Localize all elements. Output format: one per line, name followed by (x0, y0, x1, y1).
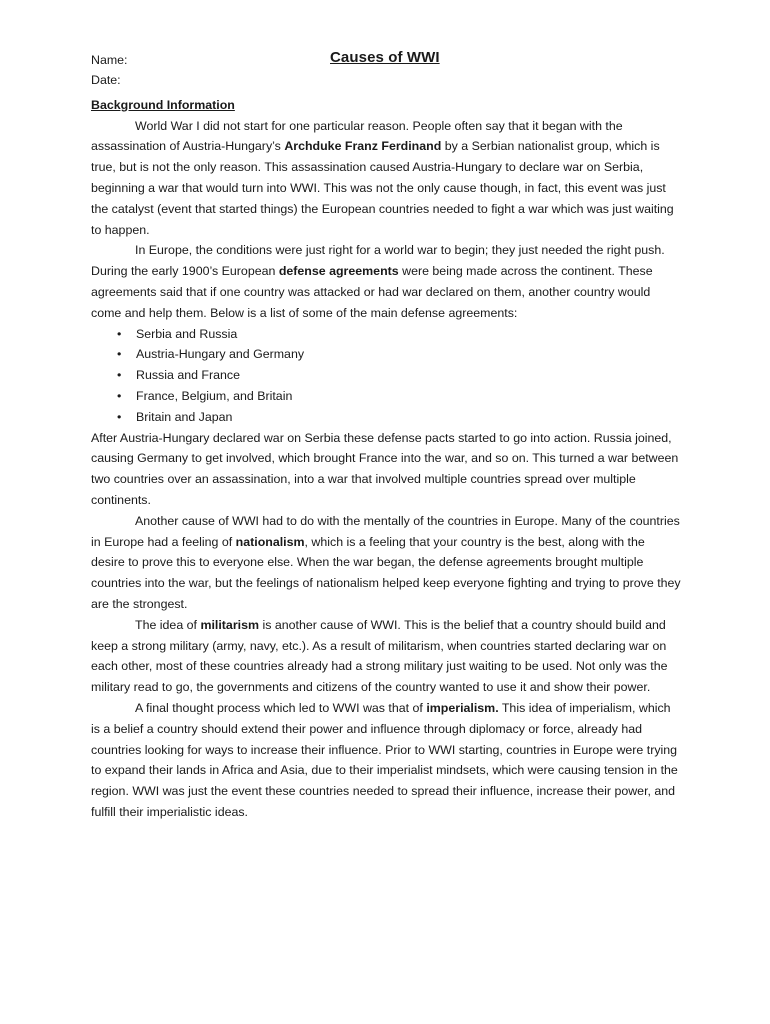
date-label: Date: (91, 73, 121, 87)
term-nationalism: nationalism (235, 534, 305, 549)
page-title: Causes of WWI (330, 49, 440, 66)
name-label: Name: (91, 53, 128, 67)
paragraph-pacts-in-action: After Austria-Hungary declared war on Serbia these defense pacts started to go into action. Russia joined, causing Germany to get involved, which brought France into the war, and so on. This turned a war between two countries over an assassination, into a war that involved multiple countries spread over multiple continents. (91, 430, 679, 507)
worksheet-header (91, 50, 681, 70)
paragraph-defense-agreements: In Europe, the conditions were just right for a world war to begin; they just needed the right push. During the early 1900’s European defense agreements were being made across the continent. These agreements said that if one country was attacked or had war declared on them, another country would come and help them. Below is a list of some of the main defense agreements: (91, 243, 665, 320)
worksheet-page (91, 50, 681, 823)
list-item: • Austria-Hungary and Germany (117, 344, 681, 365)
section-heading: Background Information (91, 97, 235, 112)
list-item: • Russia and France (117, 365, 681, 386)
term-defense-agreements: defense agreements (278, 264, 399, 279)
bullet-icon: • (117, 409, 122, 424)
term-militarism: militarism (200, 617, 259, 632)
bullet-icon: • (117, 326, 122, 341)
paragraph-militarism: The idea of militarism is another cause of WWI. This is the belief that a country should build and keep a strong military (army, navy, etc.). As a result of militarism, when countries started declaring war on each other, most of these countries already had a strong military just waiting to be used. Not only was the military read to go, the governments and citizens of the country wanted to use it and show their power. (91, 617, 668, 695)
list-item: • France, Belgium, and Britain (117, 386, 681, 407)
list-item: • Britain and Japan (117, 407, 681, 428)
paragraph-nationalism: Another cause of WWI had to do with the mentally of the countries in Europe. Many of the countries in Europe had a feeling of nationalism, which is a feeling that your country is the best, along with the desire to prove this to everyone else. When the war began, the defense agreements brought multiple countries into the war, but the feelings of nationalism helped keep everyone fighting and trying to prove they are the strongest. (91, 513, 681, 611)
paragraph-imperialism: A final thought process which led to WWI was that of imperialism. This idea of imperialism, which is a belief a country should extend their power and influence through diplomacy or force, already had countries looking for ways to increase their influence. Prior to WWI starting, countries in Europe were trying to expand their lands in Africa and Asia, due to their imperialist mindsets, which were causing tension in the region. WWI was just the event these countries needed to spread their influence, increase their power, and fulfill their imperialistic ideas. (91, 700, 678, 819)
list-item: • Serbia and Russia (117, 324, 681, 345)
paragraph-assassination: World War I did not start for one particular reason. People often say that it began with the assassination of Austria-Hungary’s Archduke Franz Ferdinand by a Serbian nationalist group, which is true, but is not the only reason. This assassination caused Austria-Hungary to declare war on Serbia, beginning a war that would turn into WWI. This was not the only cause though, in fact, this event was just the catalyst (event that started things) the European countries needed to fight a war which was just waiting to happen. (91, 118, 674, 237)
term-archduke: Archduke Franz Ferdinand (284, 139, 442, 154)
bullet-icon: • (117, 388, 122, 403)
term-imperialism: imperialism. (426, 700, 499, 715)
bullet-icon: • (117, 368, 122, 383)
agreements-list (91, 324, 681, 428)
bullet-icon: • (117, 347, 122, 362)
